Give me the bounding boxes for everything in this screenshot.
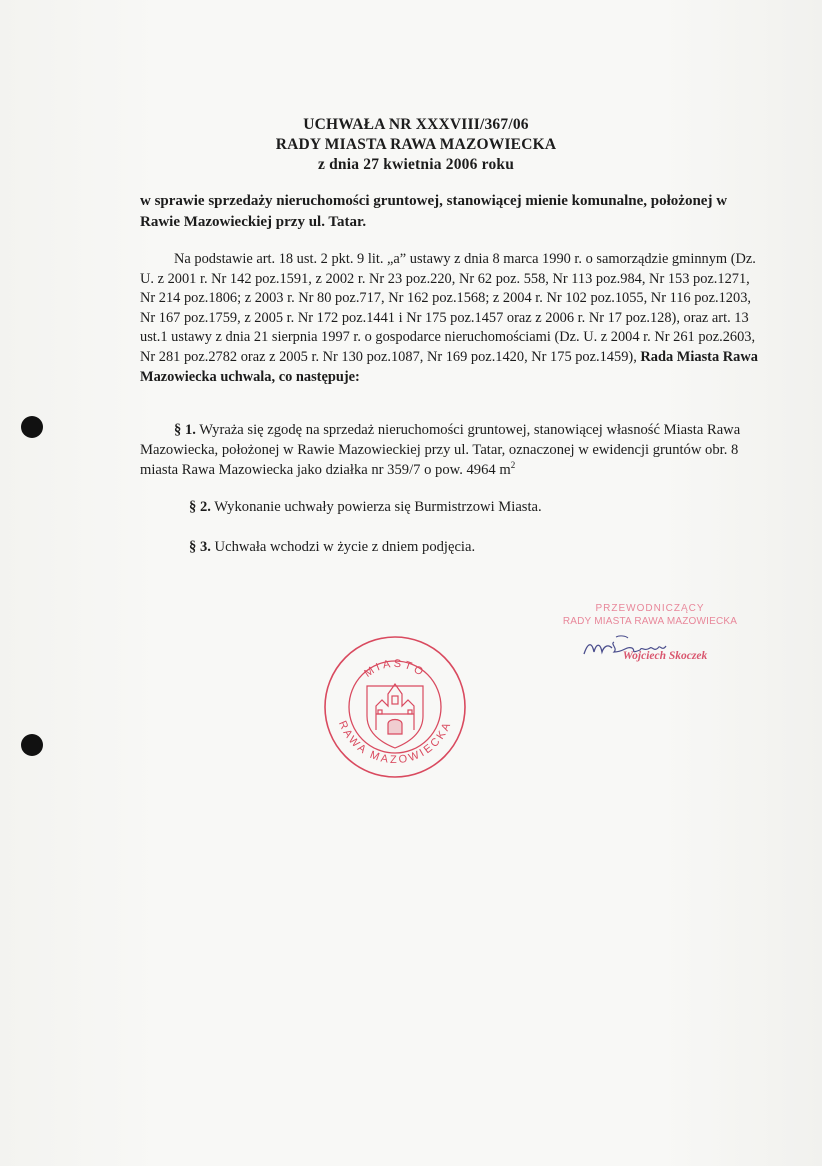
legal-basis xyxy=(140,250,760,387)
section-3 xyxy=(189,537,749,557)
section-1 xyxy=(140,420,770,480)
section-1-text: Wyraża się zgodę na sprzedaż nieruchomości gruntowej, stanowiącej własność Miasta Rawa Mazowiecka, położonej w Rawie Mazowieckiej przy ul. Tatar, oznaczonej w ewidencji gruntów obr. 8 miasta Rawa Mazowiecka jako działka nr 359/7 o pow. 4964 m xyxy=(140,422,741,478)
council-name: RADY MIASTA RAWA MAZOWIECKA xyxy=(275,136,557,153)
chairman-council: RADY MIASTA RAWA MAZOWIECKA xyxy=(562,616,738,627)
resolution-date: z dnia 27 kwietnia 2006 roku xyxy=(317,156,515,173)
resolution-header xyxy=(0,115,822,175)
section-2-text: Wykonanie uchwały powierza się Burmistrzowi Miasta. xyxy=(214,499,542,515)
resolution-clause: Rada Miasta Rawa Mazowiecka uchwala, co następuje: xyxy=(140,348,758,385)
legal-basis-text: Na podstawie art. 18 ust. 2 pkt. 9 lit. „a” ustawy z dnia 8 marca 1990 r. o samorządzie gminnym (Dz. U. z 2001 r. Nr 142 poz.1591, z 2002 r. Nr 23 poz.220, Nr 62 poz. 558, Nr 113 poz.984, Nr 153 poz.1271, Nr 214 poz.1806; z 2003 r. Nr 80 poz.717, Nr 162 poz.1568; z 2004 r. Nr 102 poz.1055, Nr 116 poz.1203, Nr 167 poz.1759, z 2005 r. Nr 172 poz.1441 i Nr 175 poz.1457 oraz z 2006 r. Nr 17 poz.128), oraz art. 13 ust.1 ustawy z dnia 21 sierpnia 1997 r. o gospodarce nieruchomościami (Dz. U. z 2004 r. Nr 261 poz.2603, Nr 281 poz.2782 oraz z 2005 r. Nr 130 poz.1087, Nr 169 poz.1420, Nr 175 poz.1459), xyxy=(140,251,756,365)
section-1-mark: § 1. xyxy=(174,422,196,438)
chairman-name: Wojciech Skoczek xyxy=(622,650,708,662)
area-unit-superscript: 2 xyxy=(510,460,516,471)
coat-of-arms-icon xyxy=(367,684,423,748)
punch-hole-top xyxy=(21,416,43,438)
handwritten-signature xyxy=(580,632,690,662)
section-3-text: Uchwała wchodzi w życie z dniem podjęcia. xyxy=(214,539,476,555)
section-3-mark: § 3. xyxy=(189,539,211,555)
punch-hole-bottom xyxy=(21,734,43,756)
town-seal xyxy=(322,634,468,780)
seal-bottom-text: RAWA MAZOWIECKA xyxy=(336,719,454,767)
resolution-subject: w sprawie sprzedaży nieruchomości gruntowej, stanowiącej mienie komunalne, położonej w Rawie Mazowieckiej przy ul. Tatar. xyxy=(140,193,728,230)
chairman-title: PRZEWODNICZĄCY xyxy=(595,603,705,614)
seal-top-text: MIASTO xyxy=(362,657,428,680)
resolution-number: UCHWAŁA NR XXXVIII/367/06 xyxy=(303,116,529,133)
section-2 xyxy=(189,497,749,517)
section-2-mark: § 2. xyxy=(189,499,211,515)
